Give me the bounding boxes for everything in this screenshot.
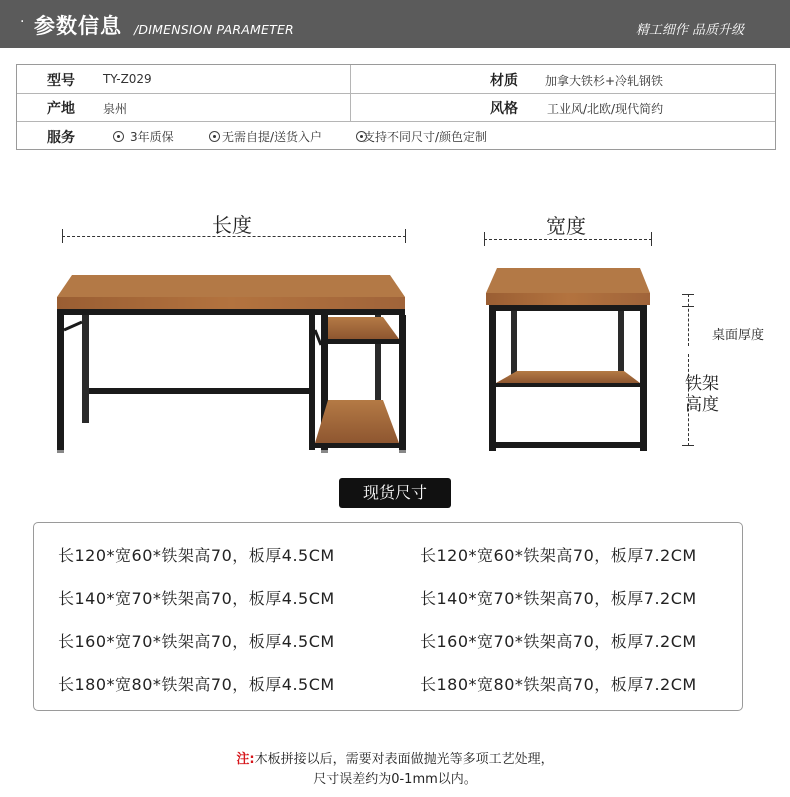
footnote-prefix: 注: <box>236 752 255 767</box>
service-label: 服务 <box>47 130 75 146</box>
frame-leg <box>82 315 89 423</box>
upper-shelf <box>328 317 399 339</box>
frame-leg <box>640 311 647 451</box>
size-list-box <box>33 522 743 711</box>
size-option: 长180*宽80*铁架高70，板厚7.2CM <box>420 675 697 694</box>
tabletop <box>57 275 405 297</box>
width-label: 宽度 <box>546 214 586 238</box>
origin-value: 泉州 <box>103 102 128 116</box>
style-value: 工业风/北欧/现代简约 <box>547 102 664 116</box>
side-view-desk <box>486 268 650 451</box>
tabletop-edge <box>486 293 650 305</box>
frame-leg <box>57 315 64 450</box>
service-text: 无需自提/送货入户 <box>222 130 323 144</box>
size-option: 长160*宽70*铁架高70，板厚4.5CM <box>58 632 335 651</box>
frame-height-label: 高度 <box>685 395 719 415</box>
material-value: 加拿大铁杉+冷轧钢铁 <box>545 74 664 88</box>
size-option: 长140*宽70*铁架高70，板厚7.2CM <box>420 589 697 608</box>
tabletop <box>486 268 650 293</box>
size-option: 长160*宽70*铁架高70，板厚7.2CM <box>420 632 697 651</box>
size-option: 长120*宽60*铁架高70，板厚7.2CM <box>420 546 697 565</box>
front-view-desk <box>57 275 406 453</box>
service-text: 支持不同尺寸/颜色定制 <box>363 130 488 144</box>
origin-label: 产地 <box>47 101 75 117</box>
thickness-label: 桌面厚度 <box>712 328 765 343</box>
footnote-line: 尺寸误差约为0-1mm以内。 <box>313 772 477 787</box>
frame-rail <box>57 309 405 315</box>
size-option: 长140*宽70*铁架高70，板厚4.5CM <box>58 589 335 608</box>
model-label: 型号 <box>47 73 75 89</box>
frame-rail <box>489 305 647 311</box>
frame-leg <box>489 311 496 451</box>
tabletop-edge <box>57 297 405 309</box>
service-text: 3年质保 <box>130 130 174 144</box>
lower-shelf <box>496 371 640 383</box>
frame-rail <box>489 442 647 448</box>
footnote-line: 木板拼接以后，需要对表面做抛光等多项工艺处理， <box>254 752 554 767</box>
stock-size-badge: 现货尺寸 <box>339 478 451 508</box>
size-option: 长180*宽80*铁架高70，板厚4.5CM <box>58 675 335 694</box>
footnote <box>0 748 790 767</box>
model-value: TY-Z029 <box>103 72 152 86</box>
frame-height-label: 铁架 <box>685 374 719 394</box>
size-option: 长120*宽60*铁架高70，板厚4.5CM <box>58 546 335 565</box>
header-tagline: 精工细作 品质升级 <box>635 23 744 38</box>
style-label: 风格 <box>490 101 518 117</box>
section-title: 参数信息 <box>34 14 122 38</box>
length-label: 长度 <box>212 213 252 237</box>
section-subtitle: /DIMENSION PARAMETER <box>134 22 294 37</box>
frame-rail <box>89 388 311 394</box>
frame-leg <box>309 315 315 450</box>
footnote <box>0 768 790 787</box>
material-label: 材质 <box>490 73 518 89</box>
frame-leg <box>399 315 406 450</box>
header-bullet: · <box>20 14 25 30</box>
lower-shelf <box>315 400 399 443</box>
